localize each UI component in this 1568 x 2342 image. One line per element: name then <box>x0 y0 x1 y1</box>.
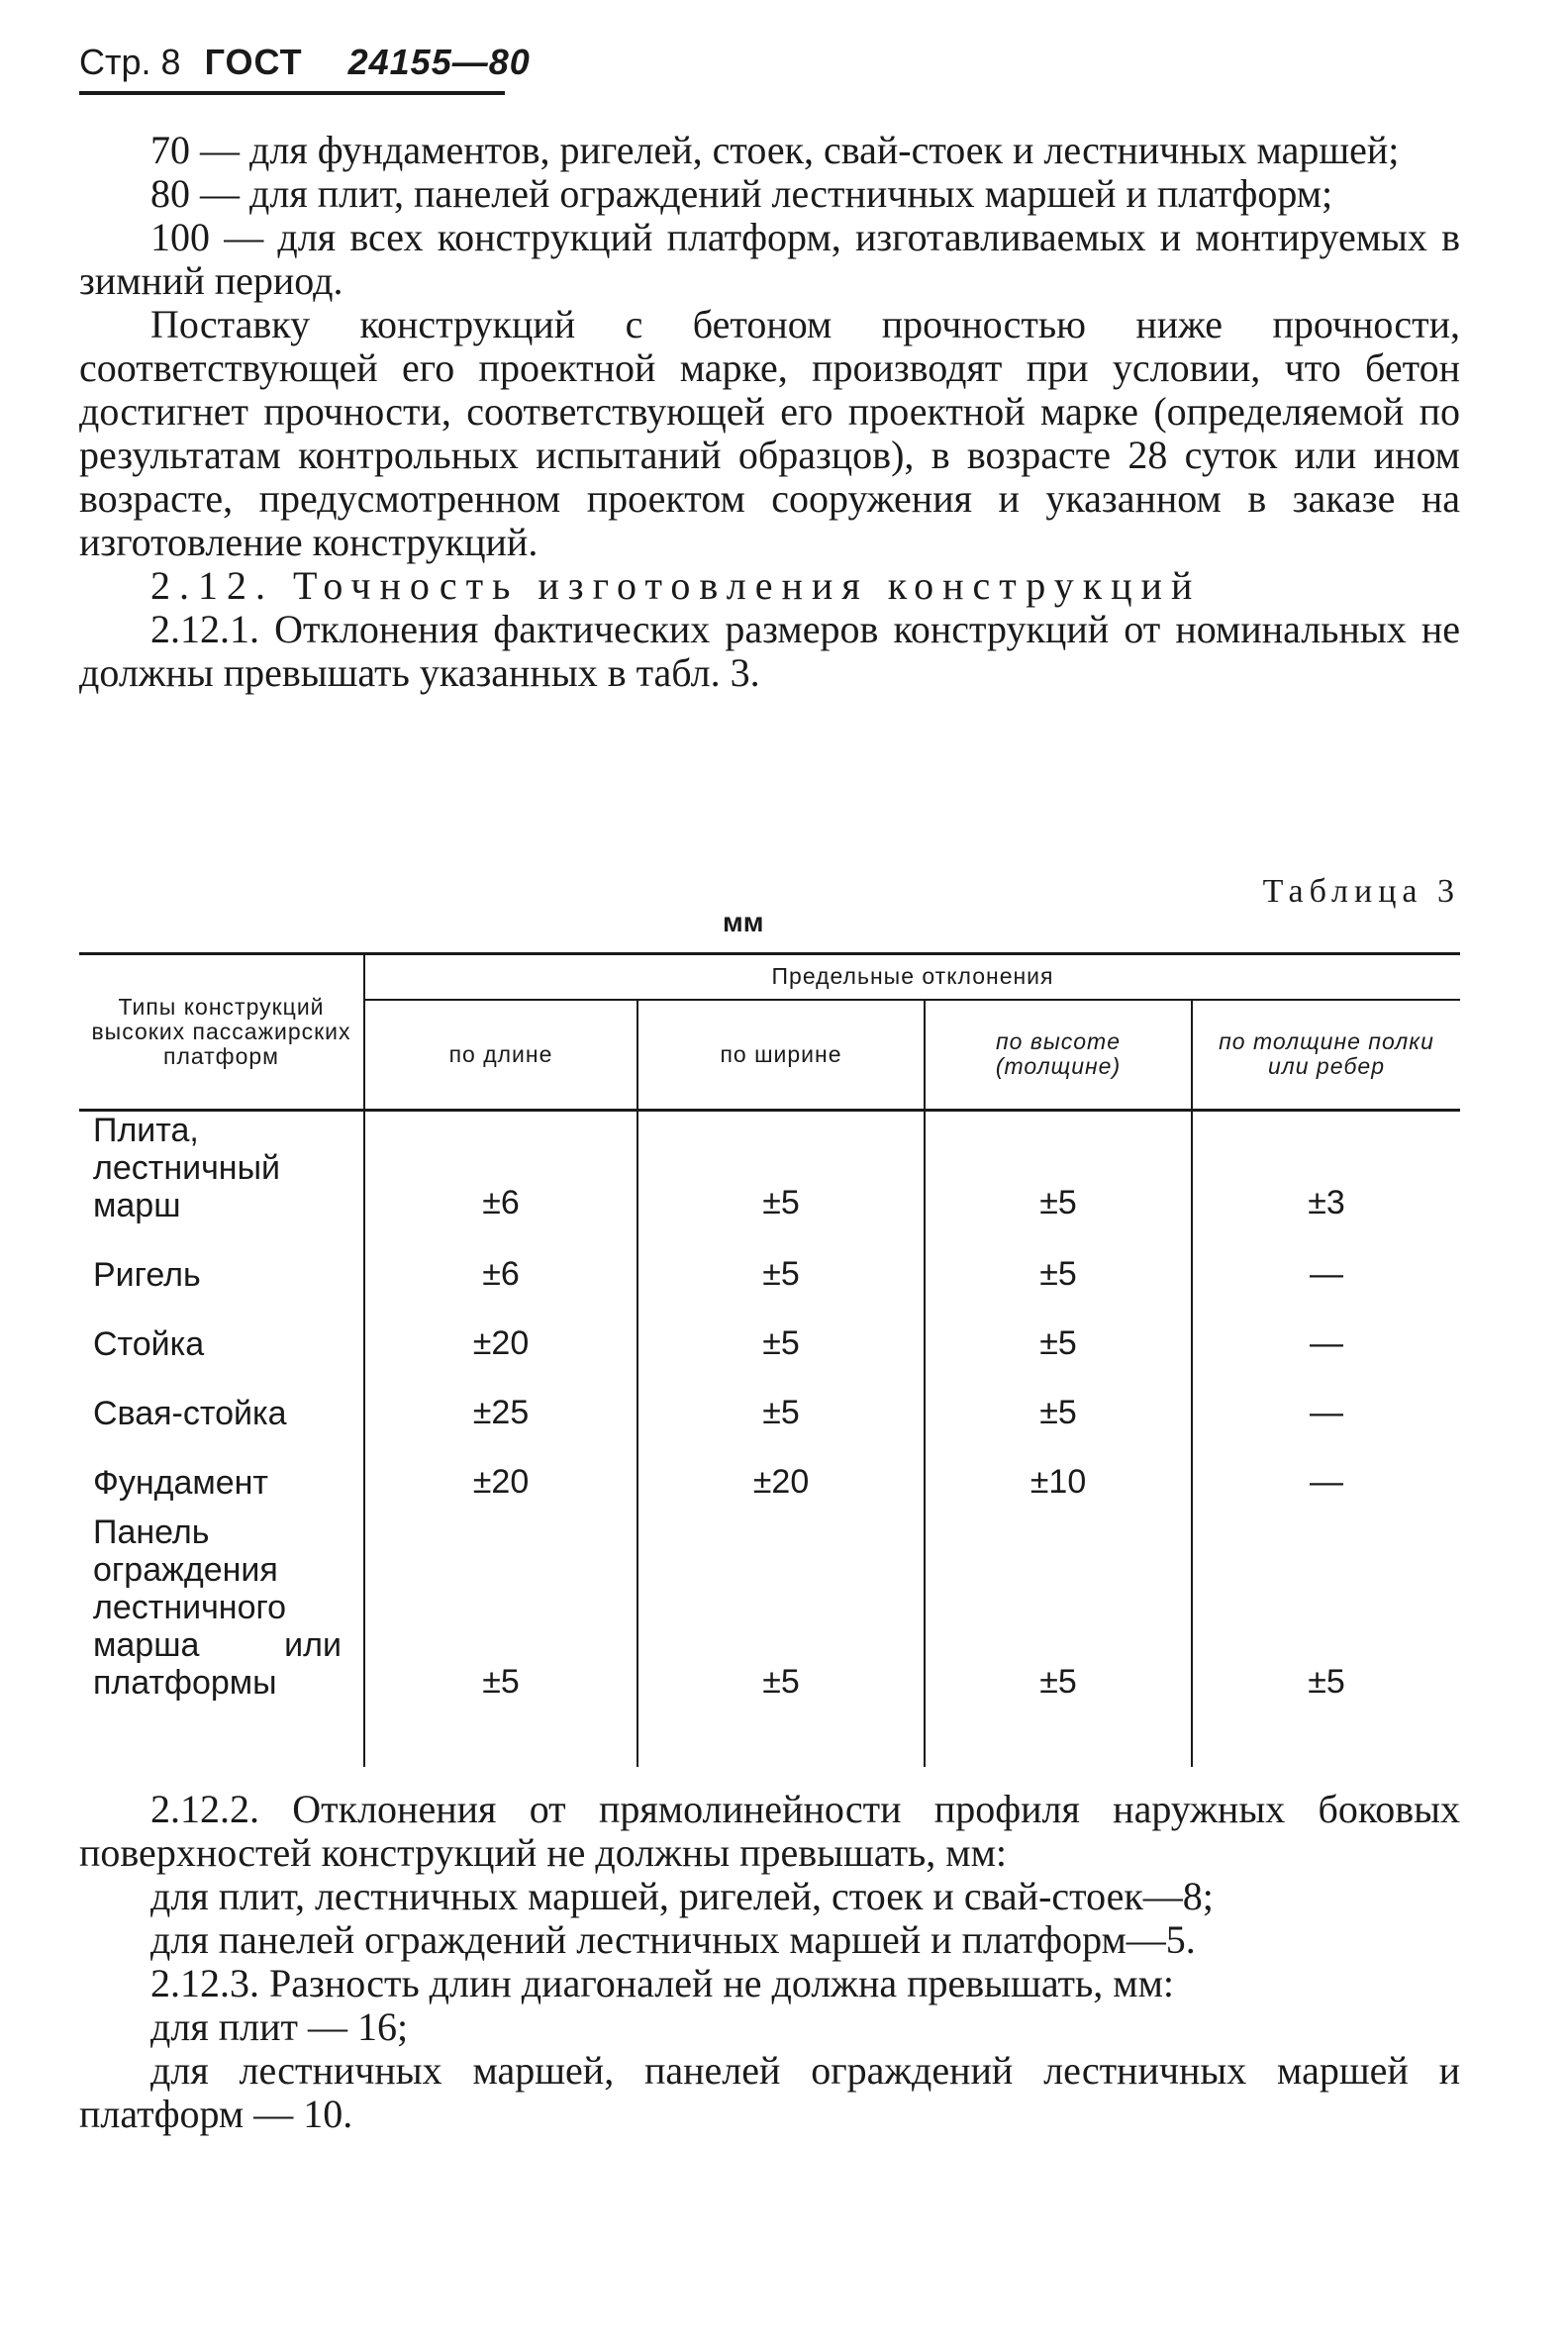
row-width: ±20 <box>637 1444 925 1513</box>
gost-label: ГОСТ <box>204 42 303 82</box>
paragraph: 2.12.2. Отклонения от прямолинейности профиля наружных боковых поверхностей конструкций не должны превышать, мм: <box>79 1787 1460 1875</box>
table-row <box>79 1444 1460 1513</box>
row-flange: — <box>1310 1324 1343 1362</box>
header-height: по высоте (толщине) <box>925 1000 1192 1111</box>
paragraph: для панелей ограждений лестничных маршей и платформ—5. <box>150 1917 1196 1962</box>
row-width: ±5 <box>637 1513 925 1767</box>
section-heading: 2.12. Точность изготовления конструкций <box>150 563 1202 608</box>
row-height: ±5 <box>925 1513 1192 1767</box>
table-row <box>79 1375 1460 1444</box>
row-type: Панель ограждения лестничного марша или платформы <box>79 1513 364 1767</box>
row-type: Стойка <box>79 1306 364 1375</box>
header-width: по ширине <box>637 1000 925 1111</box>
row-height: ±5 <box>925 1306 1192 1375</box>
paragraph: 70 — для фундаментов, ригелей, стоек, свай-стоек и лестничных маршей; <box>150 128 1400 172</box>
table-title: Таблица 3 <box>1262 873 1460 910</box>
row-length: ±25 <box>364 1375 637 1444</box>
row-flange: — <box>1310 1463 1343 1501</box>
row-height: ±5 <box>925 1236 1192 1306</box>
row-flange: ±5 <box>1308 1663 1345 1701</box>
row-flange: — <box>1310 1394 1343 1431</box>
paragraph: для плит — 16; <box>150 2004 409 2049</box>
paragraph: Поставку конструкций с бетоном прочностью ниже прочности, соответствующей его проектной марке, производят при условии, что бетон достигнет прочности, соответствующей его проектной марке (определяемой по результатам контрольных испытаний образцов), в возрасте 28 суток или ином возрасте, предусмотренном проектом сооружения и указанном в заказе на изготовление конструкций. <box>79 302 1460 564</box>
row-width: ±5 <box>637 1236 925 1306</box>
row-length: ±6 <box>364 1236 637 1306</box>
paragraph: 80 — для плит, панелей ограждений лестничных маршей и платформ; <box>150 171 1333 216</box>
bottom-text <box>79 1788 1460 2136</box>
header-flange: по толщине полки или ребер <box>1192 1000 1460 1111</box>
row-type: Ригель <box>79 1236 364 1306</box>
row-height: ±5 <box>925 1111 1192 1237</box>
row-type: Свая-стойка <box>79 1375 364 1444</box>
row-type: Плита, лестничный марш <box>79 1111 364 1237</box>
table-row <box>79 1236 1460 1306</box>
row-length: ±20 <box>364 1444 637 1513</box>
table-row <box>79 1513 1460 1767</box>
header-limits: Предельные отклонения <box>364 954 1460 1000</box>
row-width: ±5 <box>637 1111 925 1237</box>
row-type: Фундамент <box>79 1444 364 1513</box>
table-unit: мм <box>723 907 764 937</box>
header-length: по длине <box>364 1000 637 1111</box>
gost-number: 24155—80 <box>347 42 531 82</box>
row-length: ±20 <box>364 1306 637 1375</box>
table-row <box>79 1111 1460 1237</box>
table-row <box>79 1306 1460 1375</box>
paragraph: 100 — для всех конструкций платформ, изготавливаемых и монтируемых в зимний период. <box>79 215 1460 303</box>
row-flange: ±3 <box>1308 1184 1345 1221</box>
row-width: ±5 <box>637 1306 925 1375</box>
row-width: ±5 <box>637 1375 925 1444</box>
table-caption <box>79 873 1460 952</box>
paragraph: для плит, лестничных маршей, ригелей, стоек и свай-стоек—8; <box>150 1874 1214 1918</box>
paragraph: для лестничных маршей, панелей ограждений лестничных маршей и платформ — 10. <box>79 2048 1460 2136</box>
page-number: Стр. 8 <box>79 42 181 82</box>
row-length: ±6 <box>364 1111 637 1237</box>
row-height: ±5 <box>925 1375 1192 1444</box>
paragraph: 2.12.1. Отклонения фактических размеров конструкций от номинальных не должны превышать указанных в табл. 3. <box>79 607 1460 695</box>
row-flange: — <box>1310 1255 1343 1293</box>
tolerance-table <box>79 952 1460 1767</box>
page-header <box>79 34 531 95</box>
top-text <box>79 129 1460 695</box>
row-length: ±5 <box>364 1513 637 1767</box>
paragraph: 2.12.3. Разность длин диагоналей не должна превышать, мм: <box>150 1961 1175 2005</box>
row-height: ±10 <box>925 1444 1192 1513</box>
header-types: Типы конструкций высоких пассажирских платформ <box>79 954 364 1111</box>
